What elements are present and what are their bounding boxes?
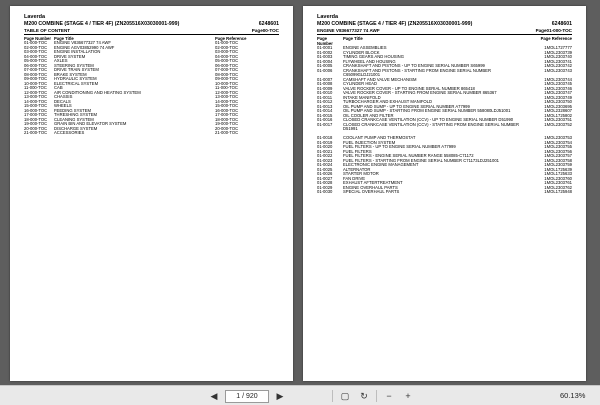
row-page-reference: 1MOL1725633	[544, 172, 572, 176]
row-page-title: OIL COOLER AND FILTER	[343, 113, 394, 118]
row-page-title: FUEL FILTERS - STARTING FROM ENGINE SERIAL NUMBER C71173LDJ251001	[343, 158, 499, 163]
row-page-title: ELECTRONIC ENGINE MANAGEMENT	[343, 163, 419, 167]
row-page-number: 11-000-TOC	[24, 86, 47, 90]
model-name: M200 COMBINE (STAGE 4 / TIER 4F) (ZN205516X03030001-999)	[24, 21, 180, 27]
row-page-title: FUEL FILTERS	[343, 149, 372, 154]
row-page-reference: 1MOL2303746	[544, 86, 572, 91]
brand-title: Laverda	[317, 14, 339, 20]
row-page-reference: 14-000-TOC	[215, 99, 239, 104]
row-page-reference: 1MOL2303745	[544, 82, 572, 86]
row-page-title: HYDRAULIC SYSTEM	[54, 77, 97, 81]
row-page-reference: 21-000-TOC	[215, 131, 239, 135]
row-page-number: 03-000-TOC	[24, 50, 48, 54]
row-page-title: FUEL FILTERS - ENGINE SERIAL NUMBER RANGE 558085-C71172	[343, 154, 474, 158]
row-page-reference: 18-000-TOC	[215, 117, 239, 122]
header-page-number: Page Number	[317, 36, 333, 46]
row-page-number: 01-0028	[317, 181, 333, 185]
row-page-title: OIL PUMP AND SUMP - STARTING FROM ENGINE SERIAL NUMBER 558080LDJ51001	[343, 109, 511, 113]
row-page-title: FEEDING SYSTEM	[54, 108, 91, 113]
page-navigation	[207, 389, 287, 403]
row-page-reference: 03-000-TOC	[215, 50, 239, 54]
row-page-number: 19-000-TOC	[24, 122, 48, 126]
table-row[interactable]	[24, 131, 279, 136]
row-page-reference: 10-000-TOC	[215, 81, 239, 86]
row-page-number: 04-000-TOC	[24, 54, 48, 59]
doc-code: 6248601	[258, 21, 279, 27]
row-page-reference: 1MOL2303741	[544, 59, 572, 64]
row-page-number: 01-0010	[317, 91, 333, 95]
row-page-reference: 1MOL2303761	[544, 181, 572, 185]
row-page-number: 01-0027	[317, 176, 333, 181]
table-row[interactable]	[317, 127, 572, 132]
row-page-number: 01-0016	[317, 118, 333, 122]
header-page-title: Page Title	[54, 36, 74, 41]
row-page-title: C65099GLDJ21001	[343, 73, 381, 77]
row-page-reference: 1MOL2303744	[544, 77, 572, 82]
row-page-number: 14-000-TOC	[24, 99, 48, 104]
toolbar-divider	[376, 390, 377, 402]
prev-page-icon[interactable]: ◀	[210, 390, 218, 401]
row-page-reference: 1MOL2303762	[544, 185, 572, 190]
page-reference: Page01-000-TOC	[535, 28, 572, 33]
row-page-number: 01-0020	[317, 145, 333, 149]
row-page-number: 10-000-TOC	[24, 81, 48, 86]
header-page-title: Page Title	[343, 36, 363, 41]
row-page-reference: 08-000-TOC	[215, 72, 239, 77]
row-page-title: CYLINDER BLOCK	[343, 50, 380, 55]
row-page-number: 01-0025	[317, 167, 333, 172]
row-page-reference: 1MOL2303759	[544, 163, 572, 167]
row-page-reference: 1MOL2303760	[544, 176, 572, 181]
row-page-reference: 02-000-TOC	[215, 45, 239, 50]
row-page-title: ELECTRICAL SYSTEM	[54, 81, 99, 86]
row-page-reference: 1MOL2328607	[544, 109, 572, 113]
row-page-number: 15-000-TOC	[24, 104, 48, 108]
page-reference: Page00-TOC	[251, 28, 279, 33]
row-page-reference: 1MOL1725948	[544, 190, 572, 194]
row-page-number: 01-0011	[317, 95, 333, 100]
row-page-title: FLYWHEEL AND HOUSING	[343, 59, 396, 64]
row-page-reference: 11-000-TOC	[215, 86, 238, 90]
row-page-number: 01-0022	[317, 154, 333, 158]
row-page-number: 06-000-TOC	[24, 63, 48, 68]
row-page-title: VALVE ROCKER COVER - STARTING FROM ENGINE SERIAL NUMBER 865367	[343, 91, 497, 95]
row-page-reference: 15-000-TOC	[215, 104, 239, 108]
row-page-number: 12-000-TOC	[24, 90, 48, 95]
fit-page-icon[interactable]: ▢	[340, 390, 350, 401]
row-page-reference: 1MOL2303742	[544, 64, 572, 68]
pdf-page-left	[10, 6, 293, 381]
row-page-title: STEERING SYSTEM	[54, 63, 94, 68]
row-page-number: 01-0013	[317, 104, 333, 109]
row-page-title: ENGINE INSTALLATION	[54, 50, 101, 54]
row-page-title: FUEL INJECTION SYSTEM	[343, 140, 396, 145]
row-page-reference: 05-000-TOC	[215, 59, 239, 63]
row-page-title: CRANKSHAFT AND PISTONS - STARTING FROM ENGINE SERIAL NUMBER	[343, 68, 491, 73]
row-page-number: 01-0005	[317, 64, 333, 68]
row-page-reference: 1MOL2303739	[544, 50, 572, 55]
model-name: M200 COMBINE (STAGE 4 / TIER 4F) (ZN205516X03030001-999)	[317, 21, 473, 27]
header-page-reference: Page Reference	[215, 36, 247, 41]
row-page-reference: 04-000-TOC	[215, 54, 239, 59]
zoom-level[interactable]: 60.13%	[560, 391, 586, 400]
row-page-reference: 16-000-TOC	[215, 108, 239, 113]
row-page-number: 01-0003	[317, 55, 333, 59]
row-page-title: FUEL FILTERS - UP TO ENGINE SERIAL NUMBER A77999	[343, 145, 456, 149]
zoom-out-icon[interactable]: −	[386, 391, 392, 401]
row-page-title: DISCHARGE SYSTEM	[54, 126, 98, 131]
row-page-number: 17-000-TOC	[24, 113, 48, 117]
row-page-reference: 1MOL1725639	[544, 167, 572, 172]
viewer-toolbar	[0, 385, 600, 405]
row-page-number: 01-0008	[317, 82, 333, 86]
row-page-number: 01-0017	[317, 122, 333, 127]
row-page-reference: 1MOL2303740	[544, 55, 572, 59]
row-page-number: 01-0009	[317, 86, 333, 91]
row-page-title: CLOSED CRANKCASE VENTILATION (CCV) - STARTING FROM ENGINE SERIAL NUMBER	[343, 122, 519, 127]
row-page-number: 01-0002	[317, 50, 333, 55]
section-subtitle	[317, 28, 572, 35]
row-page-title: D51991	[343, 127, 358, 131]
row-page-reference: 1MOL2303747	[544, 91, 572, 95]
row-page-reference: 13-000-TOC	[215, 95, 239, 99]
row-page-reference: 1MOL1725802	[544, 113, 572, 118]
row-page-title: DRIVE TRAIN SYSTEM	[54, 68, 99, 72]
row-page-reference: 1MOL2303754	[544, 140, 572, 145]
page-number-input[interactable]: 1 / 920	[225, 390, 269, 403]
row-page-reference: 1MOL2303758	[544, 158, 572, 163]
table-header	[317, 36, 572, 46]
row-page-title: TIMING GEARS AND HOUSING	[343, 55, 404, 59]
row-page-title: AXLES	[54, 59, 68, 63]
row-page-reference: 17-000-TOC	[215, 113, 239, 117]
row-page-title: ENGINE ASSEMBLIES	[343, 46, 387, 50]
row-page-number: 01-0023	[317, 158, 333, 163]
row-page-number: 18-000-TOC	[24, 117, 48, 122]
row-page-title: CLOSED CRANKCASE VENTILATION (CCV) - UP TO ENGINE SERIAL NUMBER D51990	[343, 118, 514, 122]
next-page-icon[interactable]: ▶	[276, 390, 284, 401]
row-page-title: DECALS	[54, 99, 71, 104]
row-page-number: 02-000-TOC	[24, 45, 48, 50]
row-page-reference: 1MOL2303752	[544, 122, 572, 127]
row-page-number: 01-0024	[317, 163, 333, 167]
zoom-in-icon[interactable]: +	[405, 391, 411, 401]
row-page-title: COOLANT PUMP AND THERMOSTAT	[343, 136, 416, 140]
row-page-reference: 01-000-TOC	[215, 41, 239, 45]
row-page-title: THRESHING SYSTEM	[54, 113, 98, 117]
row-page-reference: 19-000-TOC	[215, 122, 239, 126]
subtitle-text: ENGINE V836677327 74 AWF	[317, 28, 380, 33]
section-subtitle	[24, 28, 279, 35]
row-page-reference: 12-000-TOC	[215, 90, 239, 95]
row-page-number: 01-0019	[317, 140, 333, 145]
row-page-reference: 1MOL2303756	[544, 149, 572, 154]
row-page-title: ALTERNATOR	[343, 167, 371, 172]
subtitle-text: TABLE OF CONTENT	[24, 28, 71, 33]
row-page-title: ENGINE OVERHAUL PARTS	[343, 185, 398, 190]
brand-title: Laverda	[24, 14, 46, 20]
row-page-reference: 1MOL2303695	[544, 104, 572, 109]
row-page-title: VALVE ROCKER COVER - UP TO ENGINE SERIAL NUMBER 865418	[343, 86, 475, 91]
row-page-title: INTAKE MANIFOLD	[343, 95, 381, 100]
row-page-title: CAB	[54, 86, 63, 90]
row-page-title: BRAKE SYSTEM	[54, 72, 87, 77]
row-page-reference: 1MOL2303749	[544, 95, 572, 100]
row-page-reference: 09-000-TOC	[215, 77, 239, 81]
row-page-reference: 1MOL2303755	[544, 145, 572, 149]
row-page-number: 01-0021	[317, 149, 333, 154]
row-page-number: 07-000-TOC	[24, 68, 48, 72]
row-page-title: WHEELS	[54, 104, 72, 108]
row-page-title: CYLINDER HEAD	[343, 82, 377, 86]
row-page-reference: 06-000-TOC	[215, 63, 239, 68]
row-page-title: AIR CONDITIONING AND HEATING SYSTEM	[54, 90, 141, 95]
row-page-number: 09-000-TOC	[24, 77, 48, 81]
row-page-reference: 20-000-TOC	[215, 126, 239, 131]
model-title	[317, 21, 572, 28]
row-page-number: 05-000-TOC	[24, 59, 48, 63]
doc-code: 6248601	[551, 21, 572, 27]
row-page-number: 01-0006	[317, 68, 333, 73]
row-page-number: 01-0018	[317, 136, 333, 140]
row-page-number: 16-000-TOC	[24, 108, 48, 113]
model-title	[24, 21, 279, 28]
row-page-number: 01-0026	[317, 172, 333, 176]
row-page-title: CRANKSHAFT AND PISTONS - UP TO ENGINE SERIAL NUMBER S65999	[343, 64, 485, 68]
row-page-number: 20-000-TOC	[24, 126, 48, 131]
row-page-reference: 1MOL1727777	[544, 46, 572, 50]
row-page-number	[317, 127, 343, 132]
row-page-number: 01-0007	[317, 77, 333, 82]
row-page-number: 01-0001	[317, 46, 333, 50]
rotate-icon[interactable]: ↻	[360, 390, 368, 401]
row-page-reference: 1MOL2303753	[544, 136, 572, 140]
row-page-number: 01-0012	[317, 100, 333, 104]
row-page-title: FAN DRIVE	[343, 176, 366, 181]
row-page-number: 01-000-TOC	[24, 41, 48, 45]
row-page-title: ENGINE V836677327 74 AWF	[54, 41, 111, 45]
row-page-title: ENGINE AGV03852990 74 AWF	[54, 45, 115, 50]
row-page-number: 01-0030	[317, 190, 333, 194]
row-page-reference: 1MOL2303743	[544, 68, 572, 73]
row-page-reference: 1MOL2303751	[544, 118, 572, 122]
row-page-title: EXHAUST AFTERTREATMENT	[343, 181, 403, 185]
toc-list	[24, 41, 279, 136]
header-page-reference: Page Reference	[540, 36, 572, 41]
toolbar-divider	[332, 390, 333, 402]
row-page-title: ACCESSORIES	[54, 131, 85, 135]
row-page-reference: 1MOL2303757	[544, 154, 572, 158]
row-page-title: DRIVE SYSTEM	[54, 54, 86, 59]
parts-list	[317, 46, 572, 195]
row-page-reference: 07-000-TOC	[215, 68, 239, 72]
row-page-title: GRAIN BIN AND ELEVATOR SYSTEM	[54, 122, 127, 126]
table-row[interactable]	[317, 190, 572, 195]
row-page-number: 21-000-TOC	[24, 131, 48, 135]
row-page-title: SPECIAL OVERHAUL PARTS	[343, 190, 400, 194]
row-page-number: 01-0004	[317, 59, 333, 64]
row-page-title: CLEANING SYSTEM	[54, 117, 94, 122]
row-page-title: OIL PUMP AND SUMP - UP TO ENGINE SERIAL NUMBER A77999	[343, 104, 470, 109]
row-page-number: 01-0015	[317, 113, 333, 118]
row-page-reference	[532, 127, 572, 132]
row-page-title: STARTER MOTOR	[343, 172, 379, 176]
pdf-page-right	[303, 6, 586, 381]
row-page-title: TURBOCHARGER AND EXHAUST MANIFOLD	[343, 100, 433, 104]
row-page-title: CHASSIS	[54, 95, 73, 99]
row-page-number: 13-000-TOC	[24, 95, 48, 99]
view-tools	[332, 389, 415, 403]
row-page-number: 01-0029	[317, 185, 333, 190]
row-page-number: 08-000-TOC	[24, 72, 48, 77]
row-page-number: 01-0014	[317, 109, 333, 113]
row-page-title: CAMSHAFT AND VALVE MECHANISM	[343, 77, 417, 82]
row-page-reference: 1MOL2303750	[544, 100, 572, 104]
header-page-number: Page Number	[24, 36, 51, 41]
